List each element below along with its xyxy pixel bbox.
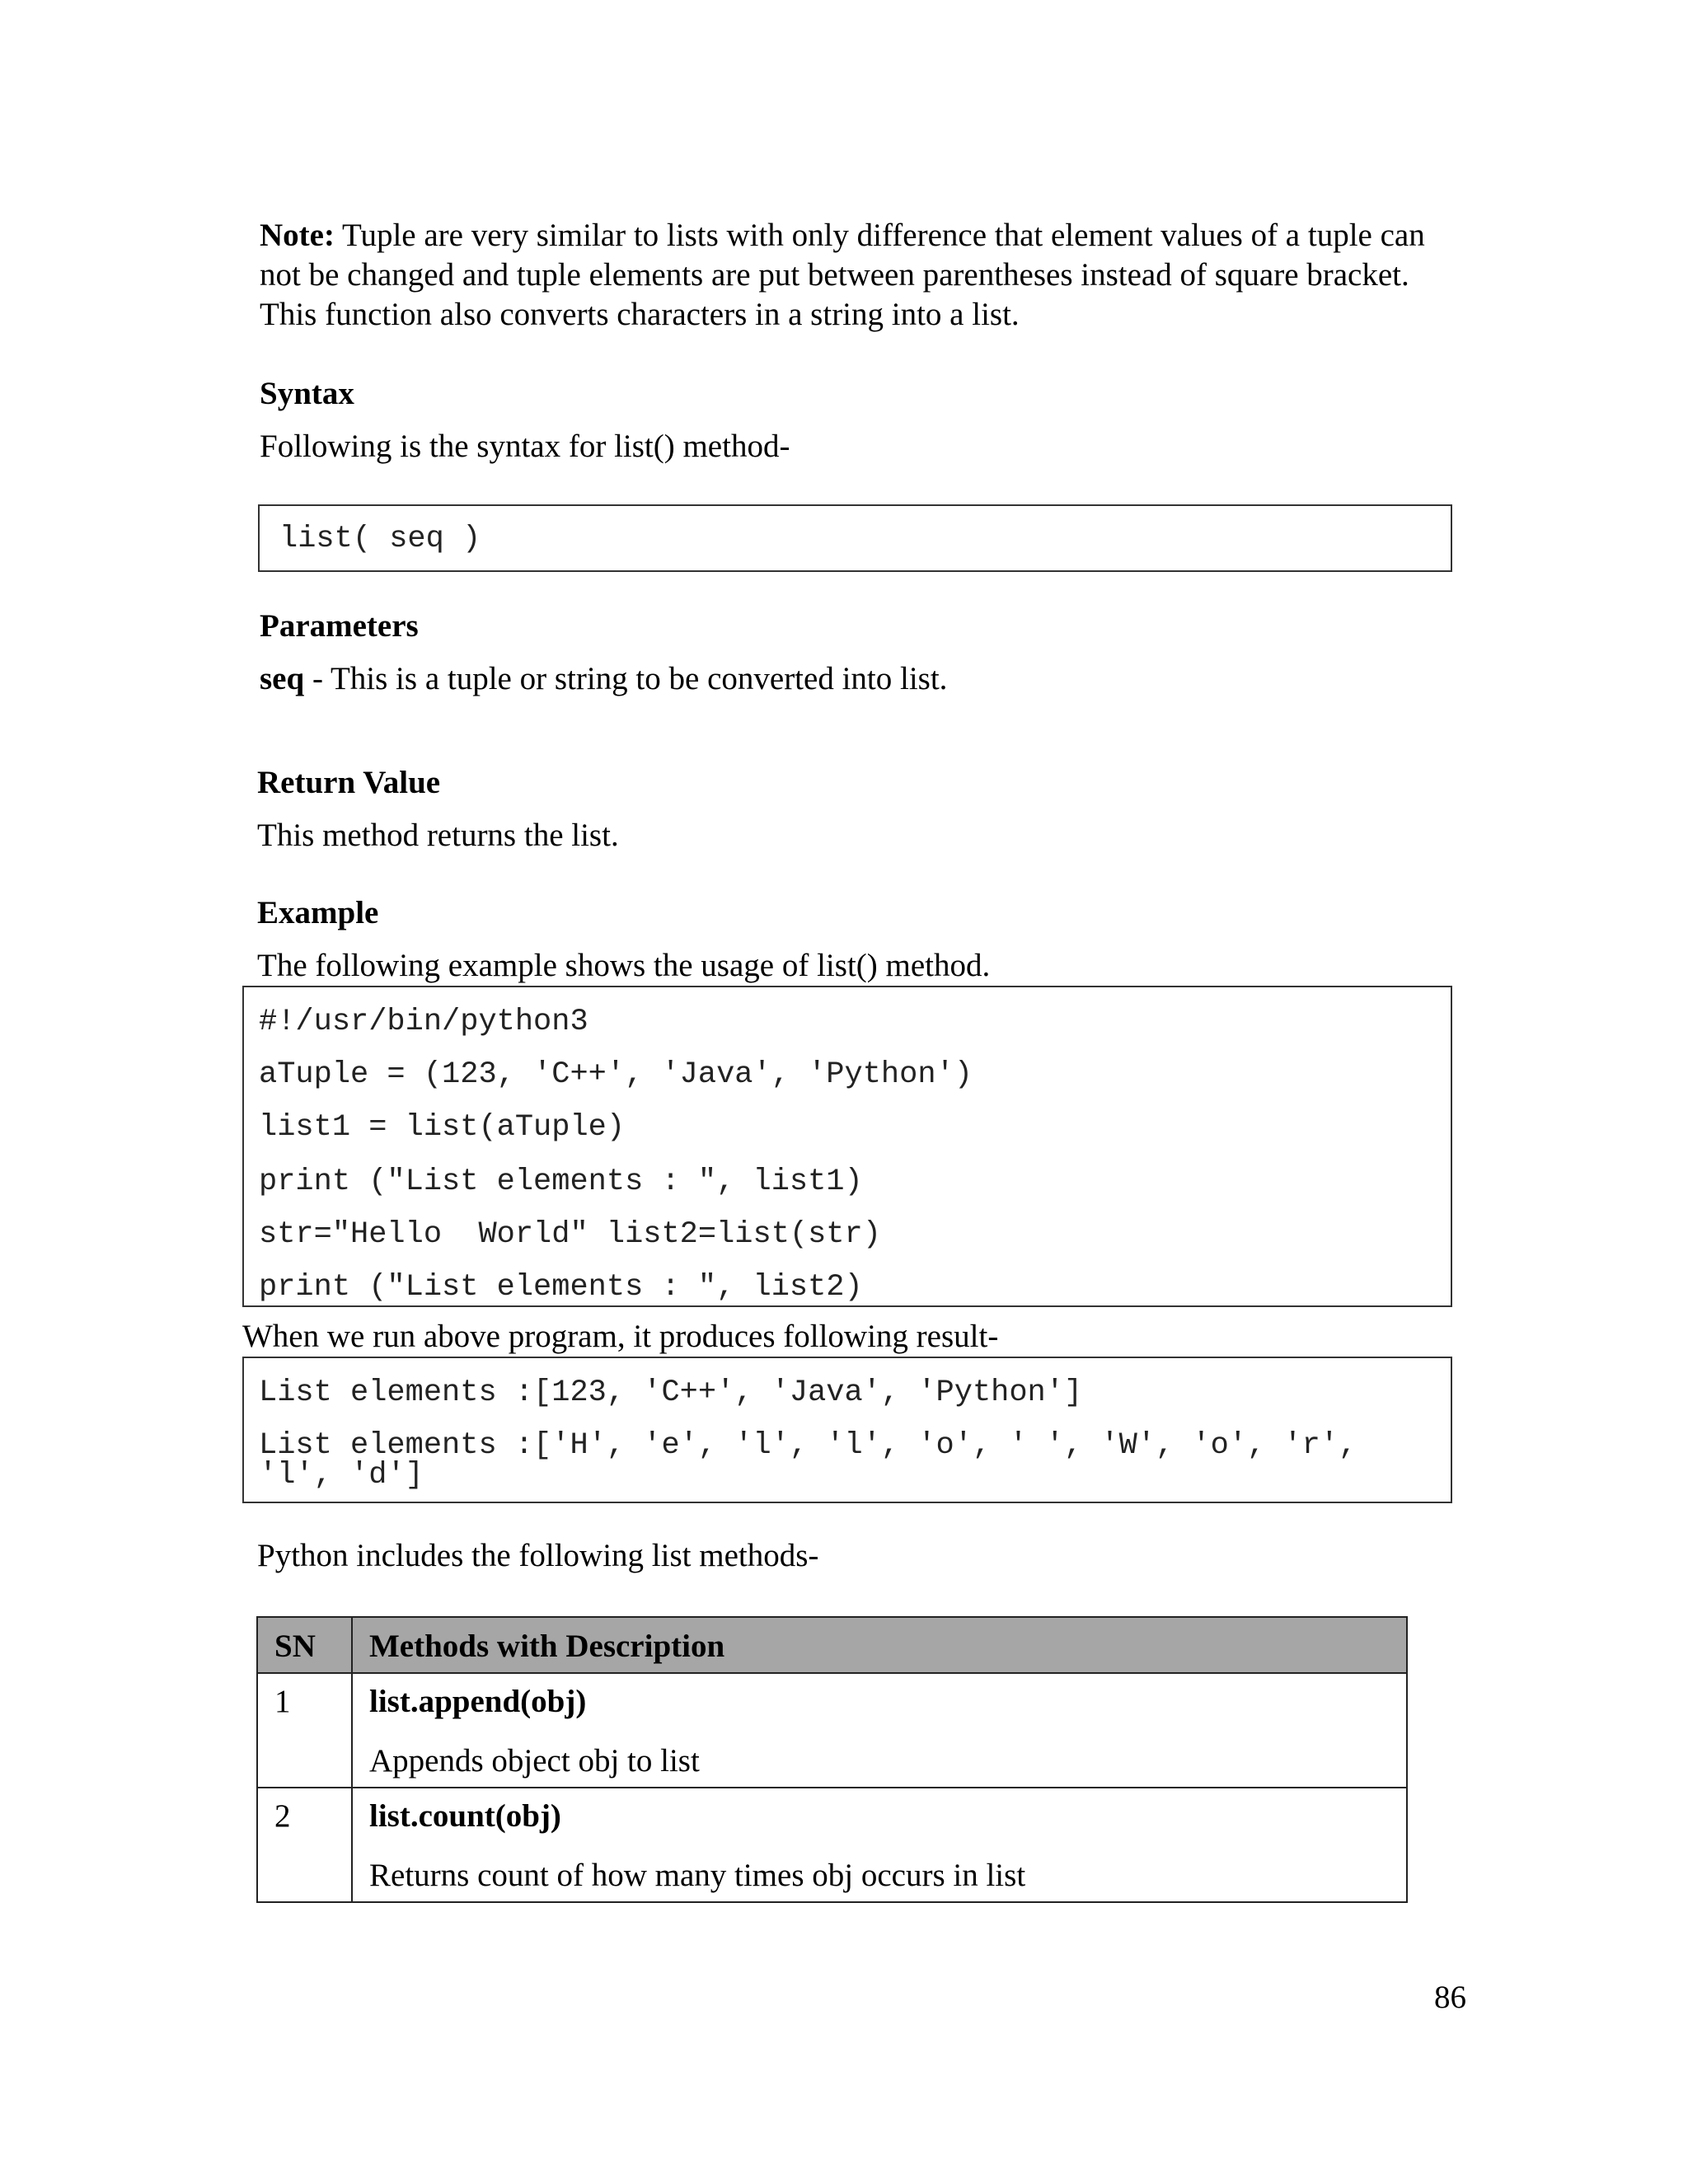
output-line-1: List elements :[123, 'C++', 'Java', 'Python'] [259, 1376, 1083, 1410]
table-header-row [257, 1617, 1407, 1673]
syntax-text: Following is the syntax for list() method- [260, 429, 790, 464]
example-heading: Example [257, 895, 379, 930]
output-line-3: 'l', 'd'] [259, 1458, 424, 1493]
syntax-code: list( seq ) [279, 522, 481, 556]
header-methods [352, 1617, 1407, 1673]
row-2-sn: 2 [274, 1798, 291, 1834]
row-1-sn: 1 [274, 1684, 291, 1719]
parameter-line [260, 659, 947, 699]
page-number: 86 [1434, 1980, 1466, 2015]
syntax-code-box [258, 504, 1452, 572]
code-line-3: list1 = list(aTuple) [259, 1110, 626, 1145]
example-text: The following example shows the usage of list() method. [257, 948, 991, 983]
row-1-method-name: list.append(obj) [369, 1684, 587, 1719]
code-line-4: print ("List elements : ", list1) [259, 1165, 863, 1199]
header-sn [257, 1617, 352, 1673]
table-row [257, 1788, 1407, 1902]
header-sn-label: SN [274, 1629, 316, 1664]
example-code-box [242, 986, 1452, 1307]
return-value-text: This method returns the list. [257, 818, 619, 853]
return-value-heading: Return Value [257, 765, 441, 800]
code-line-5: str="Hello World" list2=list(str) [259, 1217, 881, 1252]
methods-intro: Python includes the following list methods- [257, 1538, 819, 1573]
note-text-1: Tuple are very similar to lists with only difference that element values of a tuple can [334, 218, 1425, 253]
code-line-2: aTuple = (123, 'C++', 'Java', 'Python') [259, 1057, 973, 1092]
row-2-method-name: list.count(obj) [369, 1798, 561, 1834]
row-1-method-desc: Appends object obj to list [369, 1743, 700, 1779]
code-line-6: print ("List elements : ", list2) [259, 1270, 863, 1305]
parameters-heading: Parameters [260, 608, 419, 644]
header-methods-label: Methods with Description [369, 1629, 725, 1664]
syntax-heading: Syntax [260, 376, 354, 411]
parameter-name: seq [260, 661, 305, 696]
note-label: Note: [260, 218, 335, 253]
parameter-desc: - This is a tuple or string to be converted into list. [304, 661, 948, 696]
note-line-1 [260, 216, 1425, 255]
note-line-2: not be changed and tuple elements are put between parentheses instead of square bracket. [260, 257, 1409, 293]
note-line-3: This function also converts characters in a string into a list. [260, 297, 1020, 332]
row-2-method-desc: Returns count of how many times obj occurs in list [369, 1858, 1026, 1893]
output-line-2: List elements :['H', 'e', 'l', 'l', 'o', ' ', 'W', 'o', 'r', [259, 1428, 1357, 1463]
output-box [242, 1357, 1452, 1503]
row-1-sn-cell [257, 1673, 352, 1788]
row-1-method-cell [352, 1673, 1407, 1788]
row-2-sn-cell [257, 1788, 352, 1902]
methods-table [256, 1616, 1408, 1903]
row-2-method-cell [352, 1788, 1407, 1902]
table-row [257, 1673, 1407, 1788]
result-intro: When we run above program, it produces following result- [242, 1319, 999, 1354]
code-line-1: #!/usr/bin/python3 [259, 1005, 588, 1039]
